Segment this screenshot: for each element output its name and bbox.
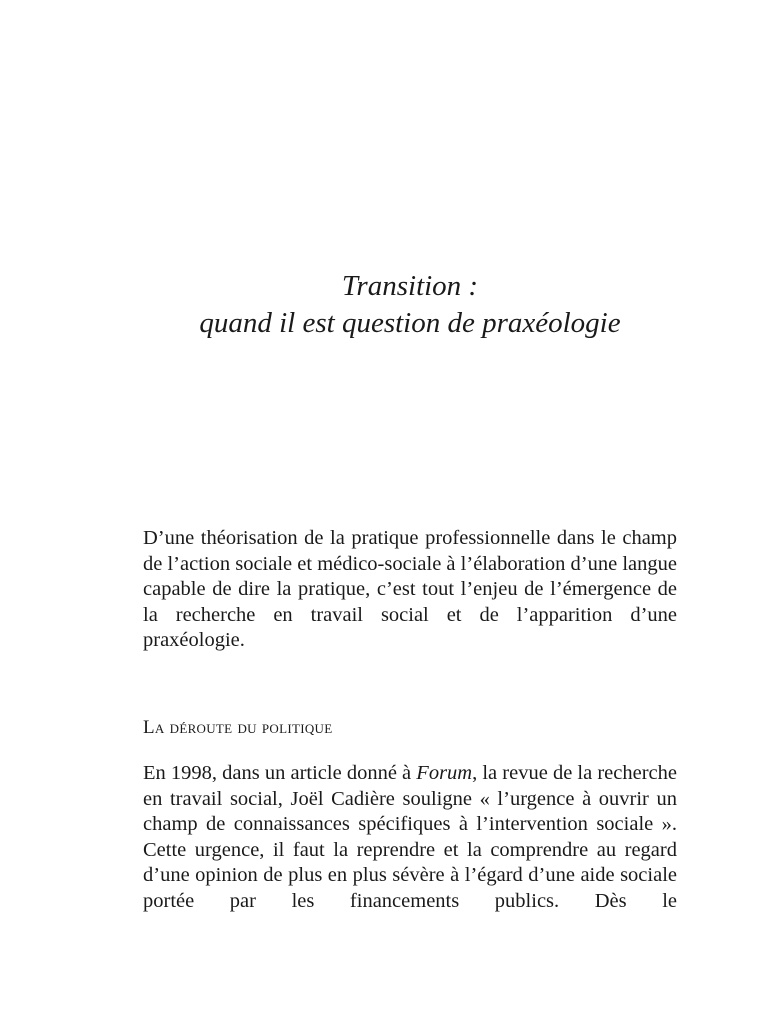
body-paragraph-block	[143, 761, 677, 915]
intro-paragraph-block	[143, 526, 677, 654]
journal-title: Forum	[416, 762, 473, 784]
intro-paragraph: D’une théorisation de la pratique professionnelle dans le champ de l’action sociale et médico-sociale à l’élaboration d’une langue capable de dire la pratique, c’est tout l’enjeu de l’émergence de la recherche en travail social et de l’apparition d’une praxéologie.	[143, 527, 677, 652]
chapter-title-line-1: Transition :	[341, 270, 479, 302]
body-paragraph-part-2: , la revue de la recherche en travail social, Joël Cadière souligne « l’urgence à ouvrir un champ de connaissances spécifiques à l’intervention sociale ». Cette urgence, il faut la reprendre et la comprendre au regard d’une opinion de plus en plus sévère à l’égard d’une aide sociale portée par les financements publics. Dès le	[143, 762, 677, 912]
body-paragraph-part-1: En 1998, dans un article donné à	[143, 762, 417, 784]
chapter-title-line-2: quand il est question de praxéologie	[199, 307, 621, 339]
body-paragraph	[143, 761, 677, 915]
chapter-title	[0, 268, 768, 342]
section-heading: La déroute du politique	[143, 717, 333, 738]
